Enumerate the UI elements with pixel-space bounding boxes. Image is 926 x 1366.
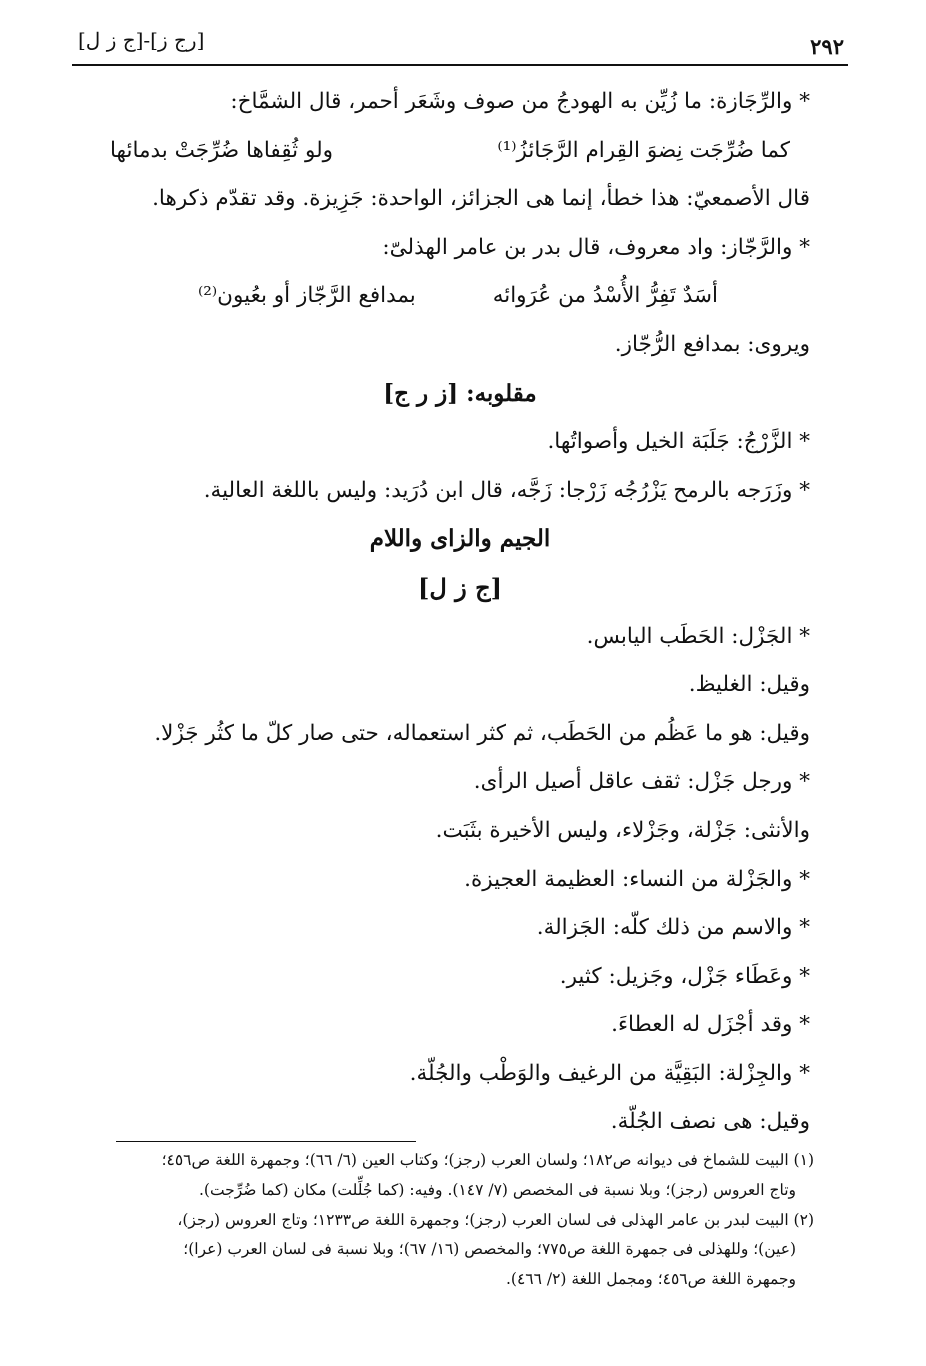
entry-line: * وزَرَجه بالرمح يَزْرُجُه زَرْجا: زَجَّه، قال ابن دُرَيد: وليس باللغة العالية. (203, 477, 810, 503)
entry-line: ويروى: بمدافع الرُّجّاز. (614, 331, 810, 357)
verse-hemistich-second: ولو ثُقِفاها ضُرِّجَتْ بدمائها (110, 137, 334, 163)
footnote-line: (٢) البيت لبدر بن عامر الهذلى فى لسان العرب (رجز)؛ وجمهرة اللغة ص١٢٣٣؛ وتاج العروس (رجز)، (177, 1210, 814, 1229)
entry-line: وقيل: هى نصف الجُلّة. (610, 1109, 810, 1135)
entry-line: * وعَطَاء جَزْل، وجَزيل: كثير. (559, 963, 810, 989)
entry-line: والأنثى: جَزْلة، وجَزْلاء، وليس الأخيرة بثَبَت. (435, 817, 810, 843)
footnote-line: وجمهرة اللغة ص٤٥٦؛ ومجمل اللغة (٢/ ٤٦٦). (505, 1270, 796, 1289)
header-rule (72, 64, 848, 66)
verse-line (110, 127, 810, 176)
entry-line: * والجِزْلة: البَقِيَّة من الرغيف والوَطْب والجُلّة. (409, 1060, 810, 1086)
verse-line (110, 272, 810, 321)
footnote-line: وتاج العروس (رجز)؛ وبلا نسبة فى المخصص (٧/ ١٤٧). وفيه: (كما جُلِّلت) مكان (كما ضُرِّجت). (198, 1180, 796, 1199)
footnote-line: (١) البيت للشماخ فى ديوانه ص١٨٢؛ ولسان العرب (رجز)؛ وكتاب العين (٦/ ٦٦)؛ وجمهرة اللغة ص٤٥٦؛ (161, 1151, 814, 1169)
root-heading: [ج ز ل] (418, 572, 502, 602)
entry-line: قال الأصمعيّ: هذا خطأ، إنما هى الجزائز، الواحدة: جَزِيزة. وقد تقدّم ذكرها. (152, 186, 810, 212)
page-number: ٢٩٢ (810, 34, 844, 59)
entry-line: * والجَزْلة من النساء: العظيمة العجيزة. (464, 866, 810, 892)
footnote-rule (116, 1141, 416, 1142)
running-head: [رج ز]-[ج ز ل] (78, 28, 205, 52)
footnotes (74, 1146, 814, 1295)
entry-line: * والرَّجّاز: واد معروف، قال بدر بن عامر الهذلىّ: (382, 234, 810, 260)
verse-hemistich-first: أسَدٌ تَفِرُّ الأُسْدُ من عُرَوائه (492, 283, 718, 309)
entry-line: وقيل: الغليظ. (688, 672, 810, 698)
entry-line: * وقد أجْزَل له العطاءَ. (611, 1012, 810, 1038)
entry-line: وقيل: هو ما عَظُم من الحَطَب، ثم كثر استعماله، حتى صار كلّ ما كثُر جَزْلا. (154, 720, 810, 746)
entry-line: * والرِّجَازة: ما زُيِّن به الهودجُ من صوف وشَعَر أحمر، قال الشمَّاخ: (230, 89, 810, 114)
footnote-line: (عين)؛ وللهذلى فى جمهرة اللغة ص٧٧٥؛ والمخصص (١٦/ ٦٧)؛ وبلا نسبة فى لسان العرب (عرا)؛ (183, 1240, 796, 1259)
chapter-heading: الجيم والزاى واللام (369, 525, 551, 553)
main-text (110, 78, 810, 1147)
entry-line: * ورجل جَزْل: ثقف عاقل أصيل الرأى. (473, 769, 810, 795)
entry-line: * الزَّرْجُ: جَلَبَة الخيل وأصواتُها. (547, 429, 810, 455)
entry-line: * والاسم من ذلك كلّه: الجَزالة. (536, 915, 810, 941)
verse-hemistich-second: بمدافع الرَّجّاز أو بعُيون⁽²⁾ (198, 283, 416, 309)
section-heading: مقلوبه: [ز ر ج] (383, 379, 537, 407)
verse-hemistich-first: كما ضُرِّجَت نِضوَ القِرام الرَّجَائزُ⁽¹⁾ (497, 137, 790, 163)
entry-line: * الجَزْل: الحَطَب اليابس. (586, 623, 810, 649)
